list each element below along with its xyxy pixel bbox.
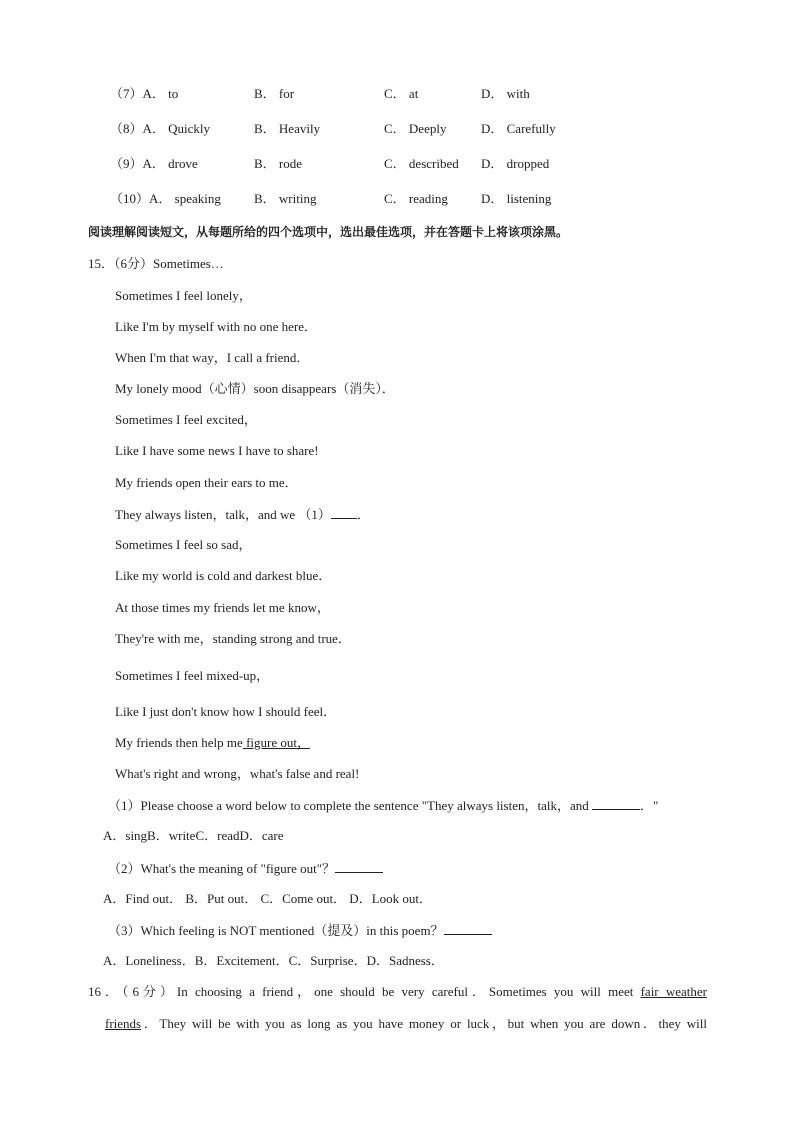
poem-line: Like I just don't know how I should feel． [115,704,337,719]
option-c: C． reading [384,191,448,206]
option-b: B． Heavily [254,121,321,136]
poem-line: When I'm that way，I call a friend． [115,350,310,365]
poem-line: Sometimes I feel lonely， [115,288,252,303]
question-16-text: ．They will be with you as long as you have money or luck，but when you are down．they will [141,1016,707,1031]
option-d: D． Carefully [481,121,556,136]
poem-line-end: ． [356,507,370,522]
option-b: B． writing [254,191,317,206]
sub-question-3 [108,922,492,939]
poem-line-with-blank [115,506,370,523]
option-d: D． with [481,86,530,101]
option-d: D． dropped [481,156,550,171]
option-a: （8）A． Quickly [110,121,211,136]
option-c: C． at [384,86,419,101]
question-16-line-2 [105,1016,707,1032]
option-row-7 [0,86,794,102]
option-c: C． Deeply [384,121,447,136]
sub-question-2-options: A．Find out． B．Put out． C．Come out． D．Look out． [103,891,432,906]
poem-line: Like I'm by myself with no one here． [115,319,317,334]
sub-question-text: （3）Which feeling is NOT mentioned（提及）in this poem？ [108,923,444,938]
question-16-line-1 [88,984,707,1000]
poem-line-text: My friends then help me [115,735,243,750]
section-instruction: 阅读理解阅读短文，从每题所给的四个选项中，选出最佳选项，并在答题卡上将该项涂黑。 [88,225,569,239]
poem-line: They're with me，standing strong and true． [115,631,351,646]
answer-blank[interactable] [592,797,640,810]
answer-blank[interactable] [335,860,383,873]
option-d: D． listening [481,191,552,206]
sub-question-1-options: A．singB．writeC．readD．care [103,828,284,843]
underlined-phrase: figure out， [242,735,310,750]
option-row-9 [0,156,794,172]
option-a: （7）A． to [110,86,179,101]
sub-question-1 [108,797,658,814]
poem-line: At those times my friends let me know， [115,600,330,615]
sub-question-2 [108,860,383,877]
question-16-text: 16．（6分）In choosing a friend，one should be very careful．Sometimes you will meet [88,984,641,999]
answer-blank[interactable] [444,922,492,935]
poem-line: My lonely mood（心情）soon disappears（消失）． [115,381,395,396]
poem-line: Like I have some news I have to share! [115,443,319,458]
sub-question-text: （2）What's the meaning of "figure out"？ [108,861,336,876]
underlined-phrase: friends [105,1016,142,1031]
poem-line: What's right and wrong，what's false and real! [115,766,360,781]
option-b: B． rode [254,156,303,171]
option-a: （9）A． drove [110,156,198,171]
poem-line-with-underline [115,735,310,751]
poem-line-text: They always listen，talk，and we （1） [115,507,331,522]
option-a: （10）A． speaking [110,191,221,206]
sub-question-3-options: A．Loneliness．B．Excitement．C．Surprise．D．Sadness． [103,953,444,968]
poem-line: Sometimes I feel so sad， [115,537,252,552]
option-row-10 [0,191,794,207]
option-row-8 [0,121,794,137]
answer-blank[interactable] [331,506,357,519]
option-b: B． for [254,86,295,101]
option-c: C． described [384,156,459,171]
poem-line: Like my world is cold and darkest blue． [115,568,332,583]
poem-line: Sometimes I feel mixed-up， [115,668,270,683]
underlined-phrase: fair weather [640,984,708,999]
sub-question-end: ．" [640,798,659,813]
sub-question-text: （1）Please choose a word below to complete the sentence "They always listen，talk，and [108,798,593,813]
question-15-header: 15．（6分）Sometimes… [88,256,224,271]
poem-line: My friends open their ears to me． [115,475,298,490]
poem-line: Sometimes I feel excited， [115,412,257,427]
